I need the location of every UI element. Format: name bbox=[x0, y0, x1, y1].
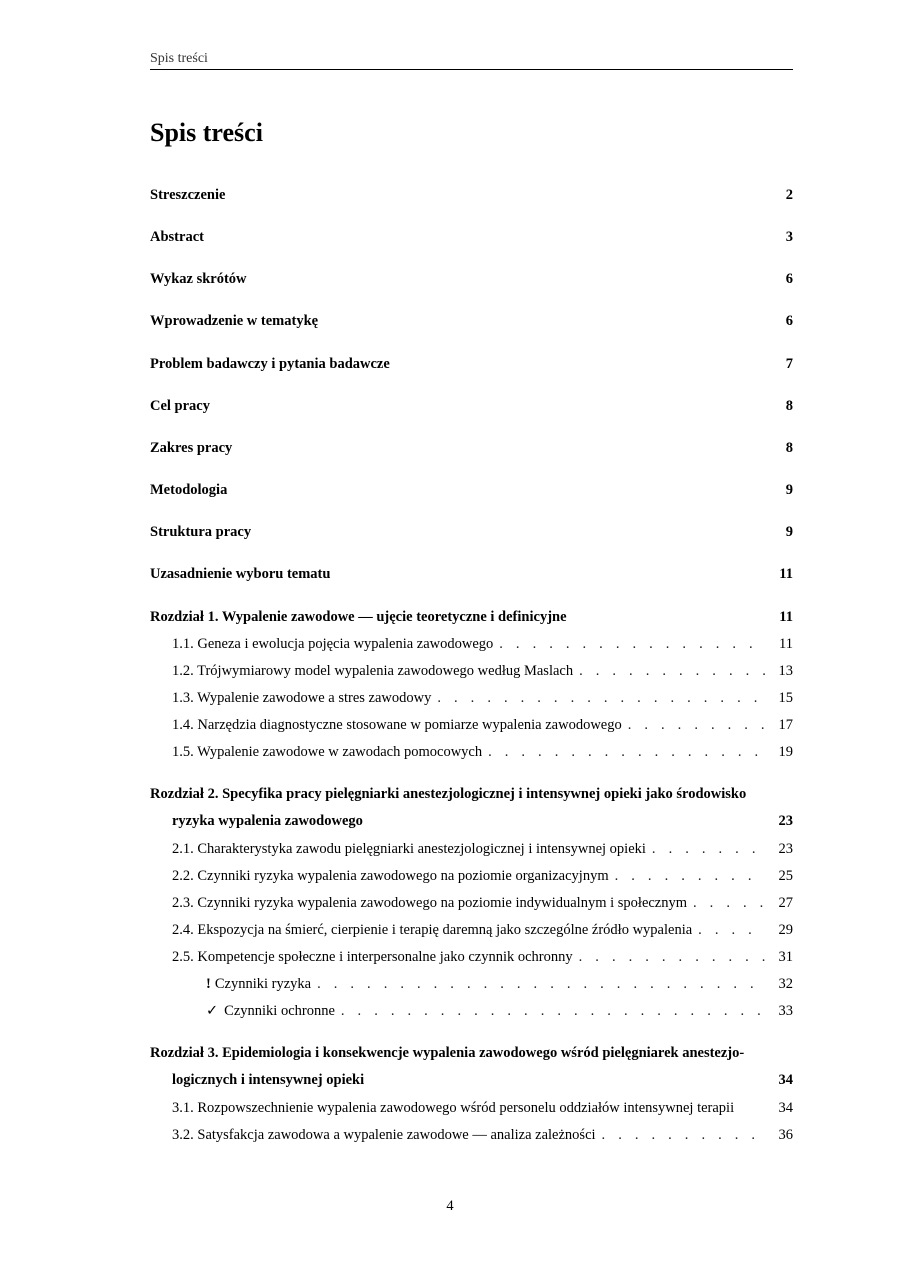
toc-entry-2-5[interactable] bbox=[150, 947, 793, 967]
leader-dots bbox=[579, 661, 765, 681]
toc-entry-rozdzial-3-cont[interactable] bbox=[150, 1070, 793, 1090]
toc-page-number: 17 bbox=[778, 717, 793, 733]
toc-page-number: 9 bbox=[785, 482, 793, 498]
toc-page-number: 11 bbox=[779, 636, 793, 652]
toc-page-number: 11 bbox=[779, 566, 793, 582]
toc-entry-label: Cel pracy bbox=[150, 398, 210, 414]
toc-entry-1-2[interactable] bbox=[150, 661, 793, 681]
leader-dots bbox=[488, 742, 765, 762]
toc-entry-cel-pracy[interactable] bbox=[150, 396, 793, 416]
toc-entry-label: 1.3. Wypalenie zawodowe a stres zawodowy bbox=[172, 690, 432, 706]
leader-dots bbox=[698, 920, 765, 940]
leader-dots bbox=[437, 688, 765, 708]
toc-entry-label: Uzasadnienie wyboru tematu bbox=[150, 566, 331, 582]
toc-entry-label: Metodologia bbox=[150, 482, 228, 498]
toc-entry-problem-badawczy[interactable] bbox=[150, 354, 793, 374]
toc-entry-rozdzial-1[interactable] bbox=[150, 607, 793, 627]
exclamation-icon: ! bbox=[206, 976, 211, 992]
toc-entry-label: Czynniki ochronne bbox=[224, 1003, 335, 1019]
toc-entry-label: 1.2. Trójwymiarowy model wypalenia zawodowego według Maslach bbox=[172, 663, 574, 679]
toc-entry-1-1[interactable] bbox=[150, 634, 793, 654]
toc-entry-label: Wykaz skrótów bbox=[150, 271, 247, 287]
leader-dots bbox=[693, 893, 765, 913]
toc-entry-label: 1.1. Geneza i ewolucja pojęcia wypalenia zawodowego bbox=[172, 636, 494, 652]
leader-dots bbox=[341, 1001, 765, 1021]
toc-entry-label: Rozdział 2. Specyfika pracy pielęgniarki anestezjologicznej i intensywnej opieki jako środowisko bbox=[150, 786, 747, 802]
toc-page-number: 2 bbox=[785, 187, 793, 203]
toc-entry-metodologia[interactable] bbox=[150, 480, 793, 500]
toc-entry-label: Czynniki ryzyka bbox=[214, 976, 312, 992]
toc-entry-label: Abstract bbox=[150, 229, 204, 245]
toc-entry-label: Rozdział 3. Epidemiologia i konsekwencje wypalenia zawodowego wśród pielęgniarek anestezjo- bbox=[150, 1045, 745, 1061]
toc-entry-3-2[interactable] bbox=[150, 1125, 793, 1145]
toc-page-number: 34 bbox=[778, 1072, 793, 1088]
toc-entry-label: 3.2. Satysfakcja zawodowa a wypalenie zawodowe — analiza zależności bbox=[172, 1127, 596, 1143]
toc-page-number: 25 bbox=[778, 868, 793, 884]
toc-entry-streszczenie[interactable] bbox=[150, 185, 793, 205]
running-header-title: Spis treści bbox=[150, 51, 208, 66]
toc-entry-struktura-pracy[interactable] bbox=[150, 522, 793, 542]
toc-entry-label: 2.1. Charakterystyka zawodu pielęgniarki anestezjologicznej i intensywnej opieki bbox=[172, 841, 646, 857]
toc-entry-2-1[interactable] bbox=[150, 839, 793, 859]
toc-entry-abstract[interactable] bbox=[150, 227, 793, 247]
toc-entry-label: ryzyka wypalenia zawodowego bbox=[172, 813, 363, 829]
toc-entry-1-3[interactable] bbox=[150, 688, 793, 708]
toc-entry-czynniki-ryzyka[interactable] bbox=[150, 974, 793, 994]
toc-page-number: 8 bbox=[785, 398, 793, 414]
toc-entry-wprowadzenie[interactable] bbox=[150, 311, 793, 331]
toc-entry-label: Struktura pracy bbox=[150, 524, 252, 540]
toc-entry-label: 2.4. Ekspozycja na śmierć, cierpienie i terapię daremną jako szczególne źródło wypalenia bbox=[172, 922, 693, 938]
toc-entry-3-1[interactable] bbox=[150, 1098, 793, 1118]
toc-page-number: 11 bbox=[779, 609, 793, 625]
toc-page-number: 34 bbox=[778, 1100, 793, 1116]
toc-page-number: 19 bbox=[778, 744, 793, 760]
leader-dots bbox=[615, 866, 765, 886]
toc-entry-2-4[interactable] bbox=[150, 920, 793, 940]
toc-page-number: 29 bbox=[778, 922, 793, 938]
page-footer bbox=[0, 1196, 900, 1216]
toc-entry-label: Wprowadzenie w tematykę bbox=[150, 313, 319, 329]
leader-dots bbox=[579, 947, 765, 967]
leader-dots bbox=[602, 1125, 765, 1145]
checkmark-icon: ✓ bbox=[206, 1003, 219, 1019]
toc-entry-label: Rozdział 1. Wypalenie zawodowe — ujęcie teoretyczne i definicyjne bbox=[150, 609, 567, 625]
leader-dots bbox=[628, 715, 765, 735]
toc-page-number: 3 bbox=[785, 229, 793, 245]
toc-entry-label: 1.5. Wypalenie zawodowe w zawodach pomocowych bbox=[172, 744, 483, 760]
toc-page-number: 6 bbox=[785, 271, 793, 287]
toc-entry-uzasadnienie[interactable] bbox=[150, 564, 793, 584]
toc-entry-rozdzial-2[interactable] bbox=[150, 784, 793, 804]
toc-entry-1-5[interactable] bbox=[150, 742, 793, 762]
toc-page-number: 8 bbox=[785, 440, 793, 456]
toc-page-number: 27 bbox=[778, 895, 793, 911]
toc-entry-label: Streszczenie bbox=[150, 187, 226, 203]
toc-entry-label: 2.3. Czynniki ryzyka wypalenia zawodowego na poziomie indywidualnym i społecznym bbox=[172, 895, 688, 911]
running-header bbox=[150, 50, 793, 70]
toc-entry-zakres-pracy[interactable] bbox=[150, 438, 793, 458]
toc-page-number: 6 bbox=[785, 313, 793, 329]
toc-page-number: 9 bbox=[785, 524, 793, 540]
toc-page-number: 33 bbox=[778, 1003, 793, 1019]
toc-entry-rozdzial-3[interactable] bbox=[150, 1043, 793, 1063]
leader-dots bbox=[317, 974, 765, 994]
toc-page-number: 36 bbox=[778, 1127, 793, 1143]
toc-page-number: 23 bbox=[778, 813, 793, 829]
toc-entry-label: 1.4. Narzędzia diagnostyczne stosowane w pomiarze wypalenia zawodowego bbox=[172, 717, 622, 733]
toc-entry-label: 2.5. Kompetencje społeczne i interpersonalne jako czynnik ochronny bbox=[172, 949, 573, 965]
toc-entry-2-3[interactable] bbox=[150, 893, 793, 913]
toc-entry-czynniki-ochronne[interactable] bbox=[150, 1001, 793, 1021]
toc-entry-rozdzial-2-cont[interactable] bbox=[150, 811, 793, 831]
toc-entry-1-4[interactable] bbox=[150, 715, 793, 735]
toc-entry-label: 2.2. Czynniki ryzyka wypalenia zawodowego na poziomie organizacyjnym bbox=[172, 868, 609, 884]
toc-entry-label: logicznych i intensywnej opieki bbox=[172, 1072, 365, 1088]
toc-entry-wykaz-skrotow[interactable] bbox=[150, 269, 793, 289]
toc-entry-label: Problem badawczy i pytania badawcze bbox=[150, 356, 390, 372]
toc-entry-2-2[interactable] bbox=[150, 866, 793, 886]
leader-dots bbox=[652, 839, 765, 859]
toc-page-number: 13 bbox=[778, 663, 793, 679]
leader-dots bbox=[499, 634, 765, 654]
toc-page-number: 15 bbox=[778, 690, 793, 706]
toc-entry-label: Zakres pracy bbox=[150, 440, 233, 456]
page-title: Spis treści bbox=[150, 118, 263, 147]
page-number: 4 bbox=[446, 1198, 454, 1214]
toc-page-number: 7 bbox=[785, 356, 793, 372]
toc-page-number: 23 bbox=[778, 841, 793, 857]
toc-page-number: 32 bbox=[778, 976, 793, 992]
toc-entry-label: 3.1. Rozpowszechnienie wypalenia zawodowego wśród personelu oddziałów intensywnej terapii bbox=[172, 1100, 735, 1116]
toc-page-number: 31 bbox=[778, 949, 793, 965]
